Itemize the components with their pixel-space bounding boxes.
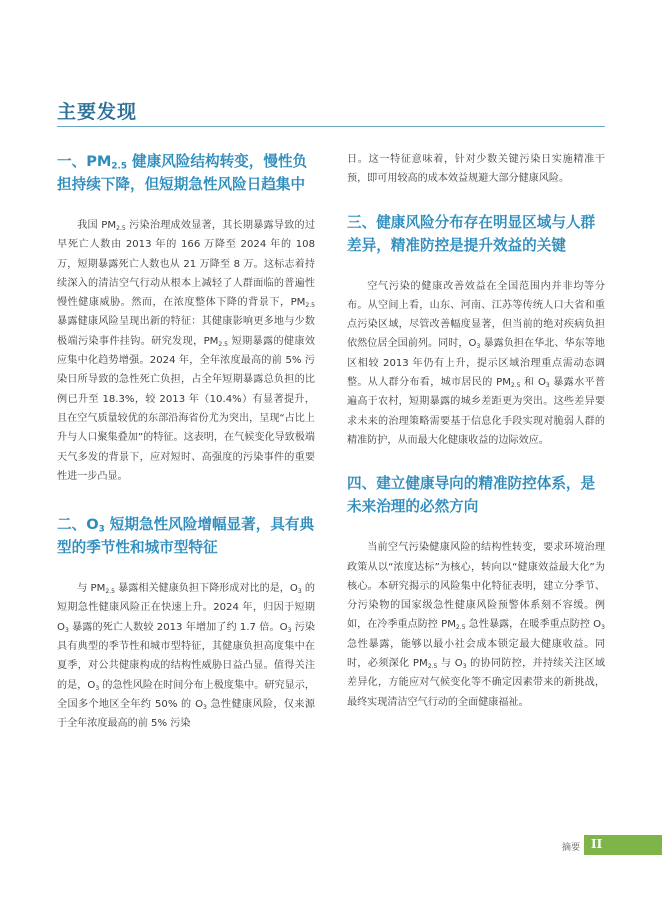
left-column bbox=[57, 150, 315, 734]
footer-page-tab bbox=[584, 835, 662, 855]
right-column bbox=[347, 150, 605, 712]
section-3-paragraph: 空气污染的健康改善效益在全国范围内并非均等分布。从空间上看，山东、河南、江苏等传统人口大省和重点污染区域，尽管改善幅度显著，但当前的绝对疾病负担依然位居全国前列。同时，$O_3$ 暴露负担在华北、华东等地区相较 2013 年仍有上升，提示区域治理重点需动态调整。从人群分布看，城市居民的 $PM_{2.5}$ 和 $O_3$ 暴露水平普遍高于农村，短期暴露的城乡差距更为突出。这些差异要求未来的治理策略需要基于信息化手段实现对脆弱人群的精准防护，从而最大化健康收益的边际效应。 bbox=[347, 280, 605, 446]
title-divider bbox=[57, 126, 605, 127]
section-3-heading: 三、健康风险分布存在明显区域与人群差异，精准防控是提升效益的关键 bbox=[347, 213, 596, 254]
section-1-paragraph: 我国 $PM_{2.5}$ 污染治理成效显著，其长期暴露导致的过早死亡人数由 2013 年的 166 万降至 2024 年的 108 万，短期暴露死亡人数也从 21 万降至 8 万。这标志着持续深入的清洁空气行动从根本上减轻了人群面临的普遍性慢性健康威胁。然而，在浓度整体下降的背景下，$PM_{2.5}$ 暴露健康风险呈现出新的特征：其健康影响更多地与少数极端污染事件挂钩。研究发现，$PM_{2.5}$ 短期暴露的健康效应集中化趋势增强。2024 年，全年浓度最高的前 5% 污染日所导致的急性死亡负担，占全年短期暴露总负担的比例已升至 18.3%，较 2013 年（10.4%）有显著提升，且在空气质量较优的东部沿海省份尤为突出，呈现“占比上升与人口聚集叠加”的特征。这表明，在气候变化导致极端天气多发的背景下，应对短时、高强度的污染事件的重要性进一步凸显。 bbox=[57, 220, 315, 482]
section-2-paragraph-continued: 日。这一特征意味着，针对少数关键污染日实施精准干预，即可用较高的成本效益规避大部分健康风险。 bbox=[347, 154, 605, 185]
page-title: 主要发现 bbox=[57, 101, 138, 123]
section-2-paragraph: 与 $PM_{2.5}$ 暴露相关健康负担下降形成对比的是，$O_3$ 的短期急性健康风险正在快速上升。2024 年，归因于短期 $O_3$ 暴露的死亡人数较 2013 年增加了约 1.7 倍。$O_3$ 污染具有典型的季节性和城市型特征，其健康负担高度集中在夏季，对公共健康构成的结构性威胁日益凸显。值得关注的是，$O_3$ 的急性风险在时间分布上极度集中。研究显示，全国多个地区全年约 50% 的 $O_3$ 急性健康风险，仅来源于全年浓度最高的前 5% 污染 bbox=[57, 583, 315, 730]
footer-section-label: 摘要 bbox=[562, 843, 581, 853]
section-4-paragraph: 当前空气污染健康风险的结构性转变，要求环境治理政策从以“浓度达标”为核心，转向以“健康效益最大化”为核心。本研究揭示的风险集中化特征表明，建立分季节、分污染物的国家级急性健康风险预警体系刻不容缓。例如，在冷季重点防控 $PM_{2.5}$ 急性暴露，在暖季重点防控 $O_3$ 急性暴露，能够以最小社会成本锁定最大健康收益。同时，必须深化 $PM_{2.5}$ 与 $O_3$ 的协同防控，并持续关注区域差异化，方能应对气候变化等不确定因素带来的新挑战，最终实现清洁空气行动的全面健康福祉。 bbox=[347, 542, 605, 708]
section-2-heading: 二、$O_3$ 短期急性风险增幅显著，具有典型的季节性和城市型特征 bbox=[57, 516, 315, 557]
section-4-heading: 四、建立健康导向的精准防控体系，是未来治理的必然方向 bbox=[347, 475, 596, 516]
page-number: II bbox=[591, 837, 603, 851]
section-1-heading: 一、$PM_{2.5}$ 健康风险结构转变，慢性负担持续下降，但短期急性风险日趋集中 bbox=[57, 153, 308, 193]
